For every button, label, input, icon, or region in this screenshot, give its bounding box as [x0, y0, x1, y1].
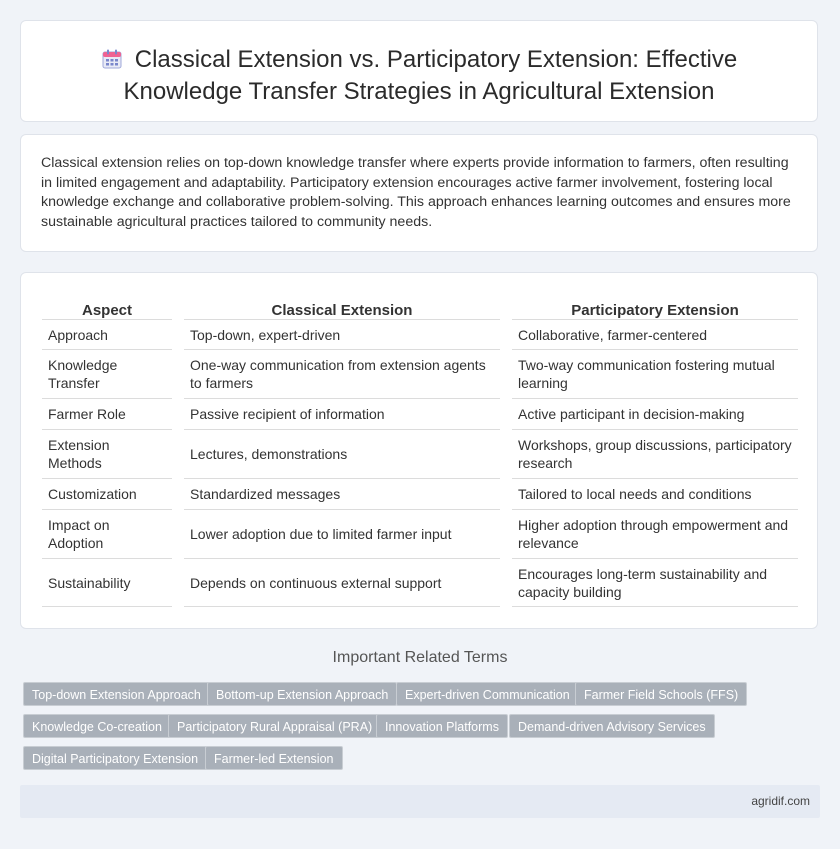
- cell-classical: Passive recipient of information: [184, 398, 500, 429]
- term-tag[interactable]: Expert-driven Communication: [396, 682, 579, 706]
- term-tag[interactable]: Knowledge Co-creation: [23, 714, 171, 738]
- term-tag[interactable]: Farmer Field Schools (FFS): [575, 682, 747, 706]
- calendar-icon: [101, 48, 123, 77]
- header-aspect: Aspect: [81, 302, 133, 319]
- related-terms-title: Important Related Terms: [332, 649, 508, 666]
- cell-aspect: Approach: [42, 319, 172, 349]
- cell-classical: One-way communication from extension agents to farmers: [184, 349, 500, 398]
- header-participatory: Participatory Extension: [571, 302, 739, 319]
- cell-participatory: Active participant in decision-making: [512, 398, 798, 429]
- cell-participatory: Two-way communication fostering mutual learning: [512, 349, 798, 398]
- term-tag[interactable]: Bottom-up Extension Approach: [207, 682, 397, 706]
- cell-aspect: Knowledge Transfer: [42, 349, 172, 398]
- term-tag[interactable]: Top-down Extension Approach: [23, 682, 210, 706]
- cell-classical: Depends on continuous external support: [184, 558, 500, 607]
- cell-participatory: Workshops, group discussions, participatory research: [512, 429, 798, 478]
- cell-aspect: Customization: [42, 478, 172, 509]
- cell-participatory: Tailored to local needs and conditions: [512, 478, 798, 509]
- cell-aspect: Extension Methods: [42, 429, 172, 478]
- cell-classical: Lower adoption due to limited farmer input: [184, 509, 500, 558]
- table-row: [42, 319, 798, 349]
- cell-classical: Standardized messages: [184, 478, 500, 509]
- intro-paragraph: Classical extension relies on top-down knowledge transfer where experts provide information to farmers, often resulting in limited engagement and adaptability. Participatory extension encourages active farmer involvement, fostering local knowledge exchange and collaborative problem-solving. This approach enhances learning outcomes and ensures more sustainable agricultural practices tailored to community needs.: [41, 155, 791, 230]
- comparison-table: [42, 297, 798, 607]
- comparison-card: [20, 272, 818, 629]
- footer: [20, 785, 820, 818]
- page-title: [61, 45, 777, 106]
- table-row: [42, 429, 798, 478]
- cell-aspect: Farmer Role: [42, 398, 172, 429]
- cell-classical: Top-down, expert-driven: [184, 319, 500, 349]
- table-row: [42, 558, 798, 607]
- cell-classical: Lectures, demonstrations: [184, 429, 500, 478]
- header-classical: Classical Extension: [271, 302, 413, 319]
- table-row: [42, 478, 798, 509]
- cell-participatory: Encourages long-term sustainability and capacity building: [512, 558, 798, 607]
- table-row: [42, 398, 798, 429]
- table-row: [42, 349, 798, 398]
- cell-participatory: Collaborative, farmer-centered: [512, 319, 798, 349]
- term-tag[interactable]: Participatory Rural Appraisal (PRA): [168, 714, 381, 738]
- table-header-row: [42, 297, 798, 319]
- term-tag[interactable]: Innovation Platforms: [376, 714, 508, 738]
- term-tag[interactable]: Demand-driven Advisory Services: [509, 714, 715, 738]
- table-row: [42, 509, 798, 558]
- cell-participatory: Higher adoption through empowerment and relevance: [512, 509, 798, 558]
- term-tag[interactable]: Digital Participatory Extension: [23, 746, 207, 770]
- cell-aspect: Impact on Adoption: [42, 509, 172, 558]
- term-tag[interactable]: Farmer-led Extension: [205, 746, 343, 770]
- intro-card: [20, 134, 818, 252]
- title-card: [20, 20, 818, 122]
- site-link[interactable]: agridif.com: [751, 794, 810, 808]
- page-title-text: Classical Extension vs. Participatory Extension: Effective Knowledge Transfer Strategies in Agricultural Extension: [123, 46, 738, 105]
- cell-aspect: Sustainability: [42, 558, 172, 607]
